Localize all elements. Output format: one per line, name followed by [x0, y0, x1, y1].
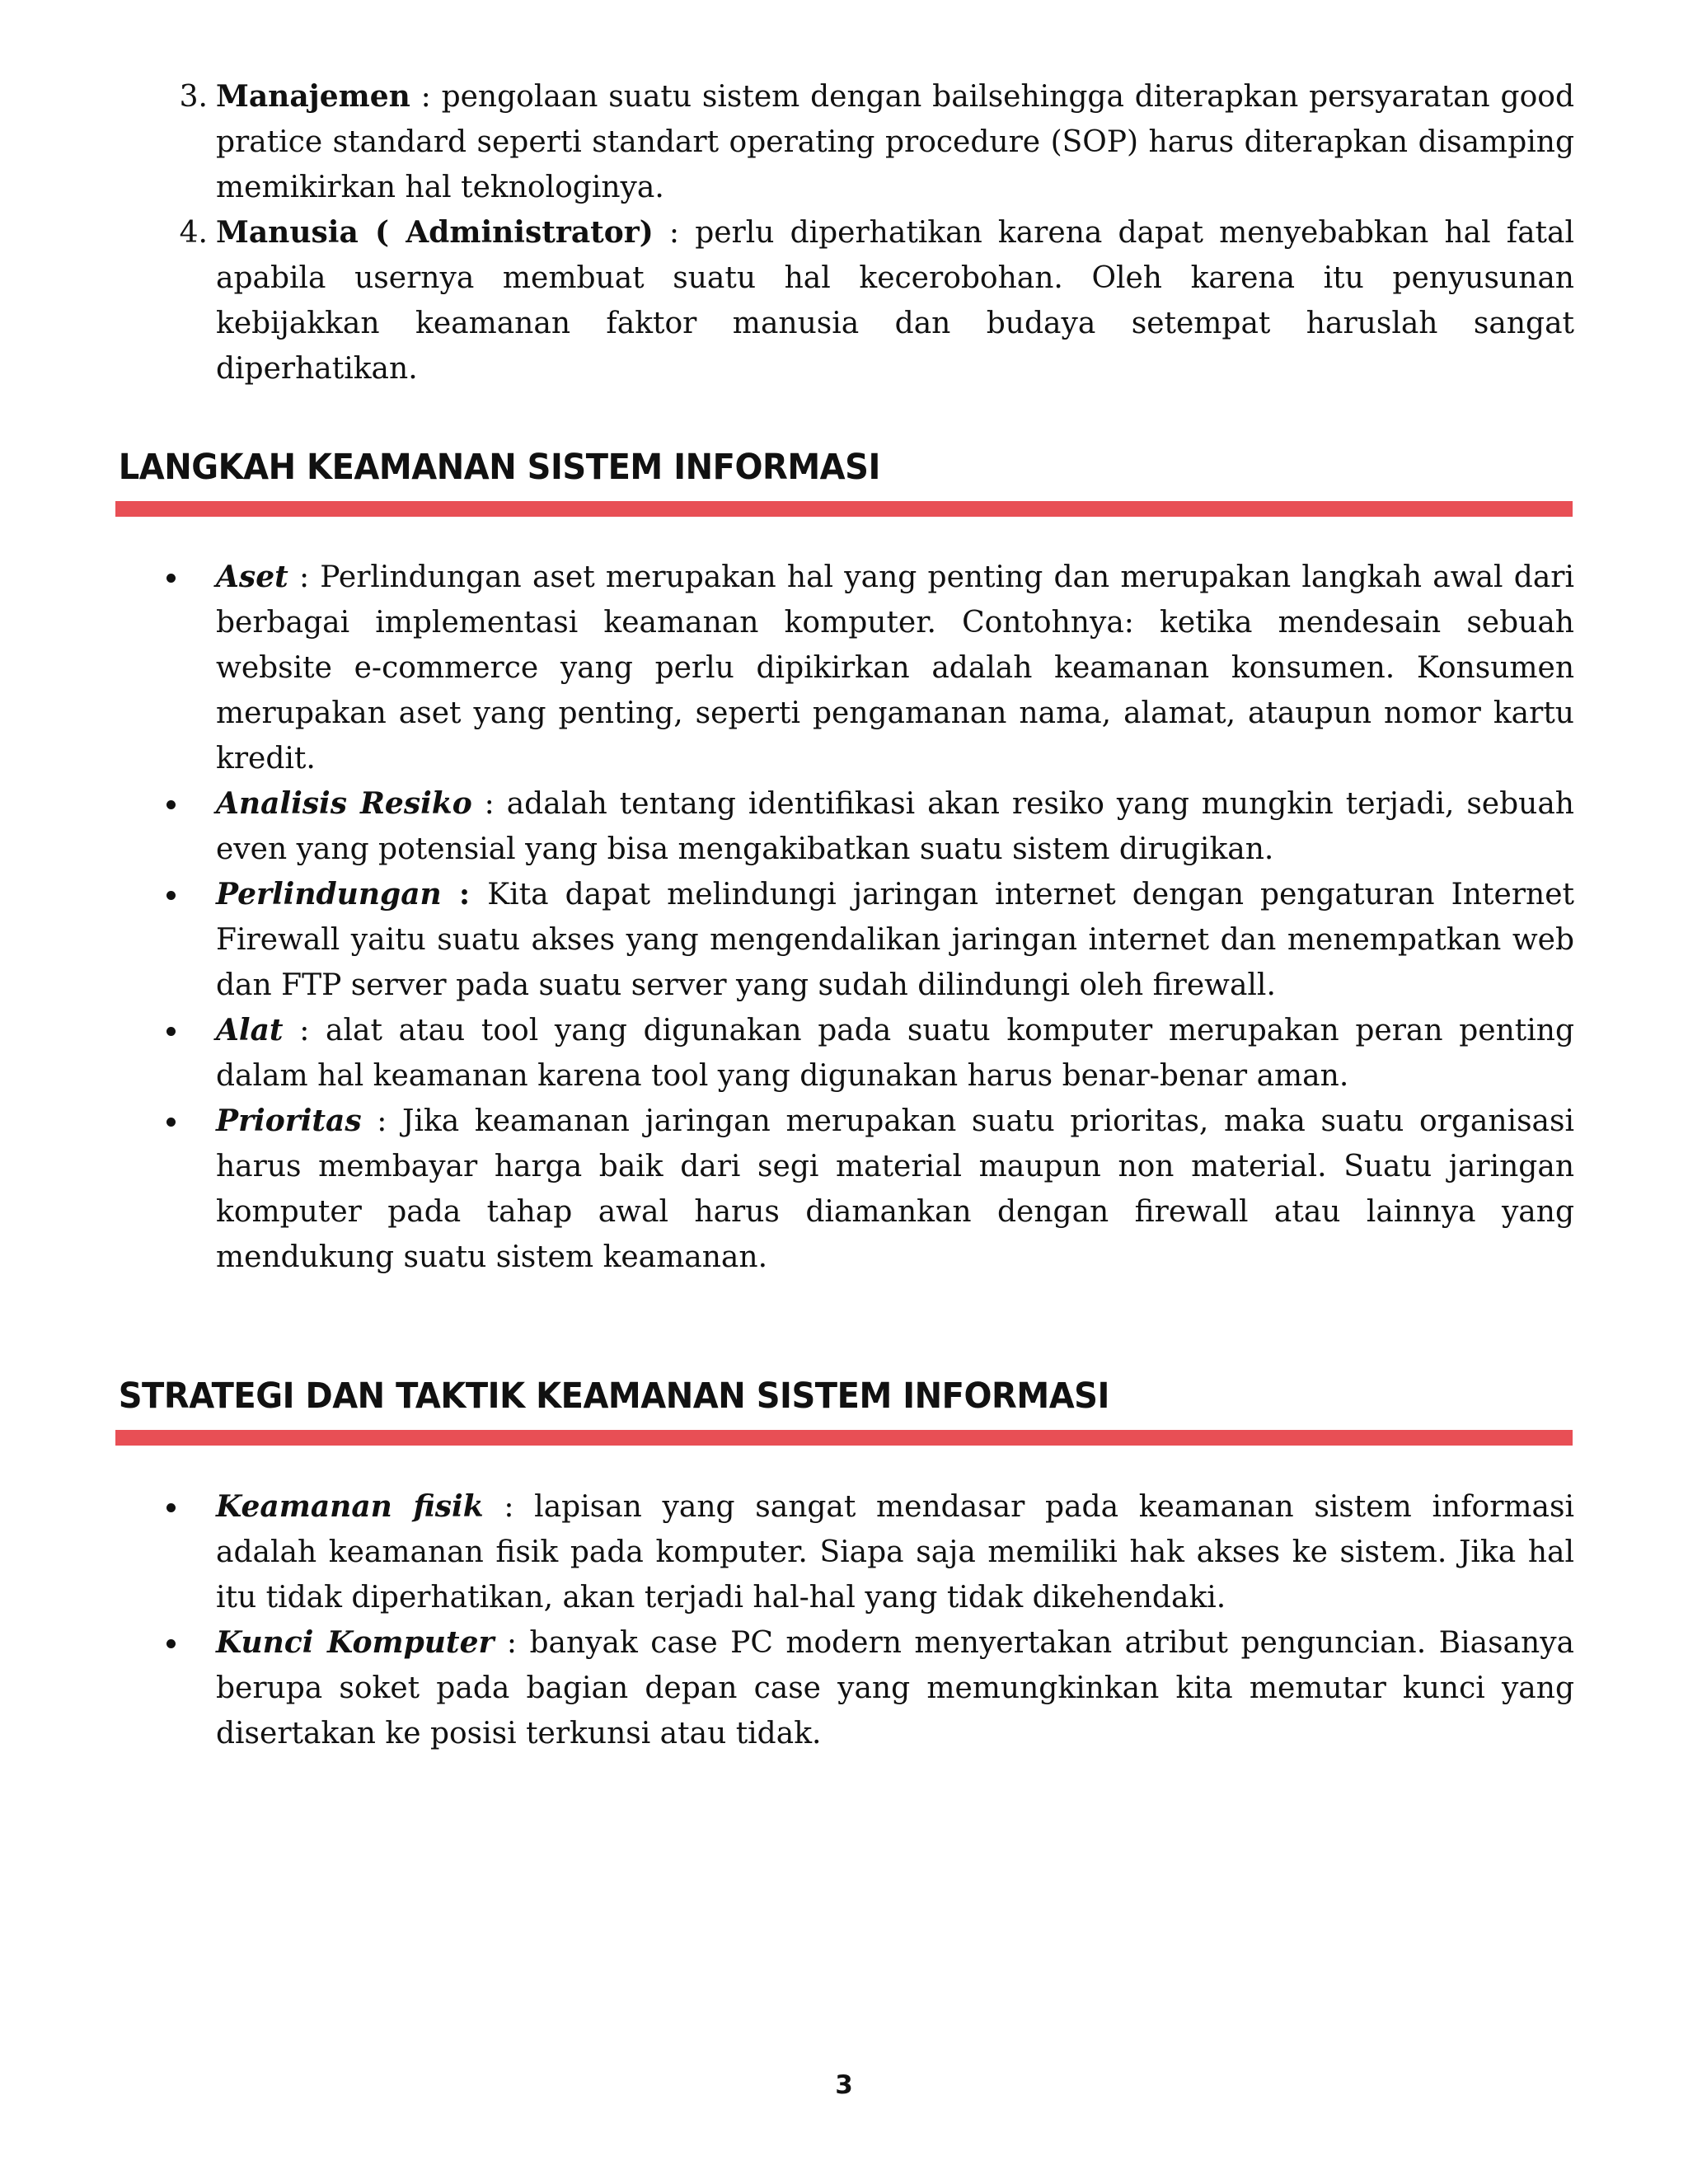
list-text: : banyak case PC modern menyertakan atribut penguncian. Biasanya berupa soket pada bagian depan case yang memungkinkan kita memutar kunci yang disertakan ke posisi terkunsi atau tidak. [216, 1626, 1574, 1750]
list-text: : alat atau tool yang digunakan pada suatu komputer merupakan peran penting dalam hal keamanan karena tool yang digunakan harus benar-benar aman. [216, 1014, 1574, 1093]
bullet-list-strategi [216, 1484, 1574, 1756]
section-strategi-header [115, 1371, 1573, 1446]
list-item [216, 872, 1574, 1008]
bullet-icon [166, 1118, 176, 1127]
list-text: Kita dapat melindungi jaringan internet dengan pengaturan Internet Firewall yaitu suatu akses yang mengendalikan jaringan internet dan menempatkan web dan FTP server pada suatu server yang sudah dilindungi oleh firewall. [216, 878, 1574, 1002]
heading-underline-bar [115, 501, 1573, 517]
heading-underline-bar [115, 1430, 1573, 1446]
bullet-list-langkah [216, 555, 1574, 1280]
bullet-icon [166, 1639, 176, 1648]
list-item [216, 1484, 1574, 1620]
list-item [179, 74, 1574, 210]
list-number: 3. [179, 80, 208, 114]
section-heading: LANGKAH KEAMANAN SISTEM INFORMASI [118, 447, 880, 488]
bullet-icon [166, 1503, 176, 1512]
list-item [179, 210, 1574, 391]
list-text: : Jika keamanan jaringan merupakan suatu prioritas, maka suatu organisasi harus membayar harga baik dari segi material maupun non material. Suatu jaringan komputer pada tahap awal harus diamankan dengan firewall atau lainnya yang mendukung suatu sistem keamanan. [216, 1104, 1574, 1274]
page-number: 3 [835, 2070, 853, 2100]
numbered-list [179, 74, 1574, 391]
list-item [216, 1620, 1574, 1756]
list-text: : adalah tentang identifikasi akan resiko yang mungkin terjadi, sebuah even yang potensial yang bisa mengakibatkan suatu sistem dirugikan. [216, 787, 1574, 866]
list-term: Manajemen [216, 79, 410, 114]
list-text: : pengolaan suatu sistem dengan bailsehingga diterapkan persyaratan good pratice standard seperti standart operating procedure (SOP) harus diterapkan disamping memikirkan hal teknologinya. [216, 80, 1574, 204]
list-term: Aset [216, 560, 288, 594]
list-term: Prioritas [216, 1104, 362, 1138]
list-item [216, 1099, 1574, 1280]
list-term: Perlindungan [216, 877, 442, 912]
list-item [216, 555, 1574, 781]
bullet-icon [166, 800, 176, 809]
bullet-icon [166, 574, 176, 583]
list-term: Manusia ( Administrator) [216, 215, 654, 250]
section-heading: STRATEGI DAN TAKTIK KEAMANAN SISTEM INFORMASI [118, 1376, 1109, 1417]
bullet-icon [166, 891, 176, 900]
list-term: Analisis Resiko [216, 786, 472, 821]
list-colon: : [441, 877, 488, 912]
section-langkah-header [115, 443, 1573, 517]
list-text: : Perlindungan aset merupakan hal yang penting dan merupakan langkah awal dari berbagai implementasi keamanan komputer. Contohnya: ketika mendesain sebuah website e-commerce yang perlu dipikirkan adalah keamanan konsumen. Konsumen merupakan aset yang penting, seperti pengamanan nama, alamat, ataupun nomor kartu kredit. [216, 560, 1574, 776]
bullet-icon [166, 1027, 176, 1036]
list-term: Kunci Komputer [216, 1625, 495, 1660]
list-number: 4. [179, 216, 208, 250]
list-item [216, 781, 1574, 872]
list-term: Keamanan fisik [216, 1489, 484, 1524]
list-text: : lapisan yang sangat mendasar pada keamanan sistem informasi adalah keamanan fisik pada komputer. Siapa saja memiliki hak akses ke sistem. Jika hal itu tidak diperhatikan, akan terjadi hal-hal yang tidak dikehendaki. [216, 1490, 1574, 1615]
list-term: Alat [216, 1013, 284, 1047]
list-item [216, 1008, 1574, 1099]
list-text: : perlu diperhatikan karena dapat menyebabkan hal fatal apabila usernya membuat suatu hal kecerobohan. Oleh karena itu penyusunan kebijakkan keamanan faktor manusia dan budaya setempat haruslah sangat diperhatikan. [216, 216, 1574, 386]
